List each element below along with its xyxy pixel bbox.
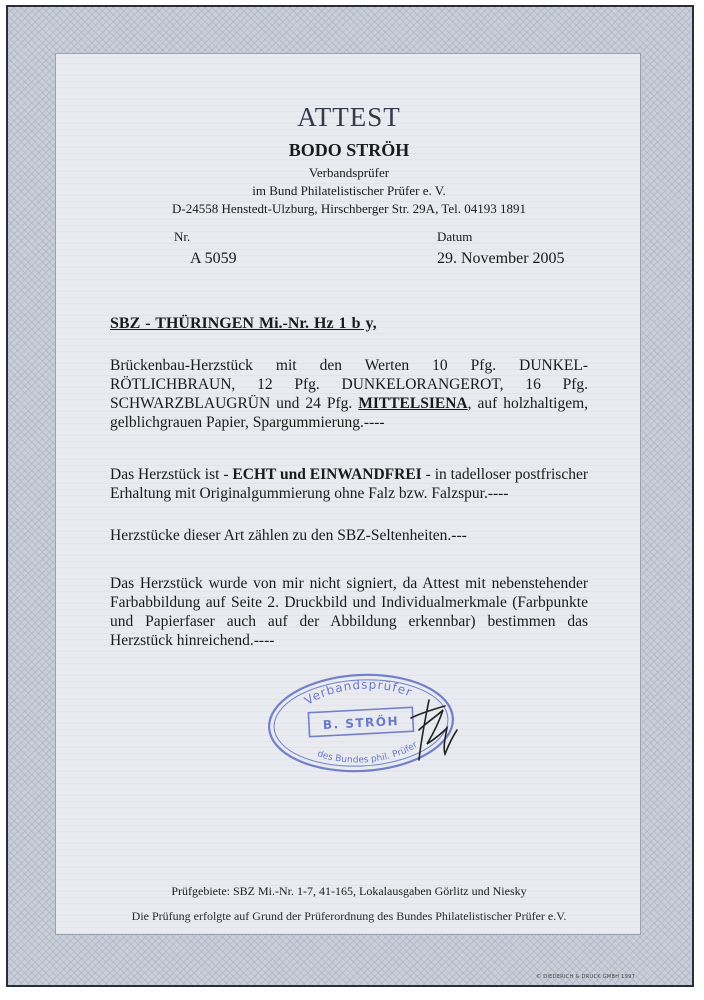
date-label: Datum — [437, 229, 473, 244]
description-text-c: , auf holzhaltigem, gelblichgrauen Papier, Spargummierung.---- — [110, 395, 588, 431]
certificate-date: 29. November 2005 — [437, 250, 565, 267]
printer-imprint: © DIEDERICH & DRUCK GMBH 1997 — [536, 974, 636, 980]
verdict-text-a: Das Herzstück ist - — [110, 466, 233, 483]
verdict-text-c: - in tadelloser postfrischer Erhaltung mit Originalgummierung ohne Falz bzw. Falzspur.---- — [110, 466, 588, 502]
description-text-highlight: MITTELSIENA — [358, 395, 468, 412]
verdict-highlight: ECHT und EINWANDFREI — [232, 466, 422, 483]
signature-note-paragraph: Das Herzstück wurde von mir nicht signiert, da Attest mit nebenstehender Farbabbildung auf Seite 2. Druckbild und Individualmerkmale (Farbpunkte und Papierfaser auch auf der Abbildung erkennbar) bestimmen das Herzstück hinreichend.---- — [110, 575, 588, 649]
examiner-address: D-24558 Henstedt-Ulzburg, Hirschberger Str. 29A, Tel. 04193 1891 — [171, 201, 526, 216]
exam-areas-footer: Prüfgebiete: SBZ Mi.-Nr. 1-7, 41-165, Lokalausgaben Görlitz und Niesky — [171, 884, 527, 898]
examiner-association: im Bund Philatelistischer Prüfer e. V. — [252, 183, 446, 198]
stamp-heading: SBZ - THÜRINGEN Mi.-Nr. Hz 1 b y, — [110, 315, 377, 332]
description-paragraph — [110, 356, 588, 432]
examiner-role: Verbandsprüfer — [308, 165, 390, 180]
certificate-page — [6, 5, 694, 987]
number-label: Nr. — [174, 229, 191, 244]
document-title: ATTEST — [297, 102, 401, 132]
certificate-body — [55, 53, 641, 935]
svg-text:Verbandsprüfer — [301, 675, 415, 708]
verdict-paragraph — [110, 465, 588, 503]
stamp-center-text: B. STRÖH — [322, 714, 400, 732]
examiner-name: BODO STRÖH — [288, 140, 410, 160]
examiner-stamp-seal — [261, 670, 461, 776]
stamp-bottom-text: des Bundes phil. Prüfer — [315, 740, 420, 766]
regulation-footer: Die Prüfung erfolgte auf Grund der Prüferordnung des Bundes Philatelistischer Prüfer e.V. — [131, 909, 567, 923]
certificate-number: A 5059 — [190, 250, 237, 267]
description-text-a: Brückenbau-Herzstück mit den Werten 10 Pfg. DUNKEL-RÖTLICHBRAUN, 12 Pfg. DUNKELORANGEROT, 16 Pfg. SCHWARZBLAUGRÜN und 24 Pfg. — [110, 357, 588, 412]
stamp-top-text: Verbandsprüfer — [301, 677, 415, 708]
rarity-paragraph: Herzstücke dieser Art zählen zu den SBZ-Seltenheiten.--- — [110, 527, 467, 544]
